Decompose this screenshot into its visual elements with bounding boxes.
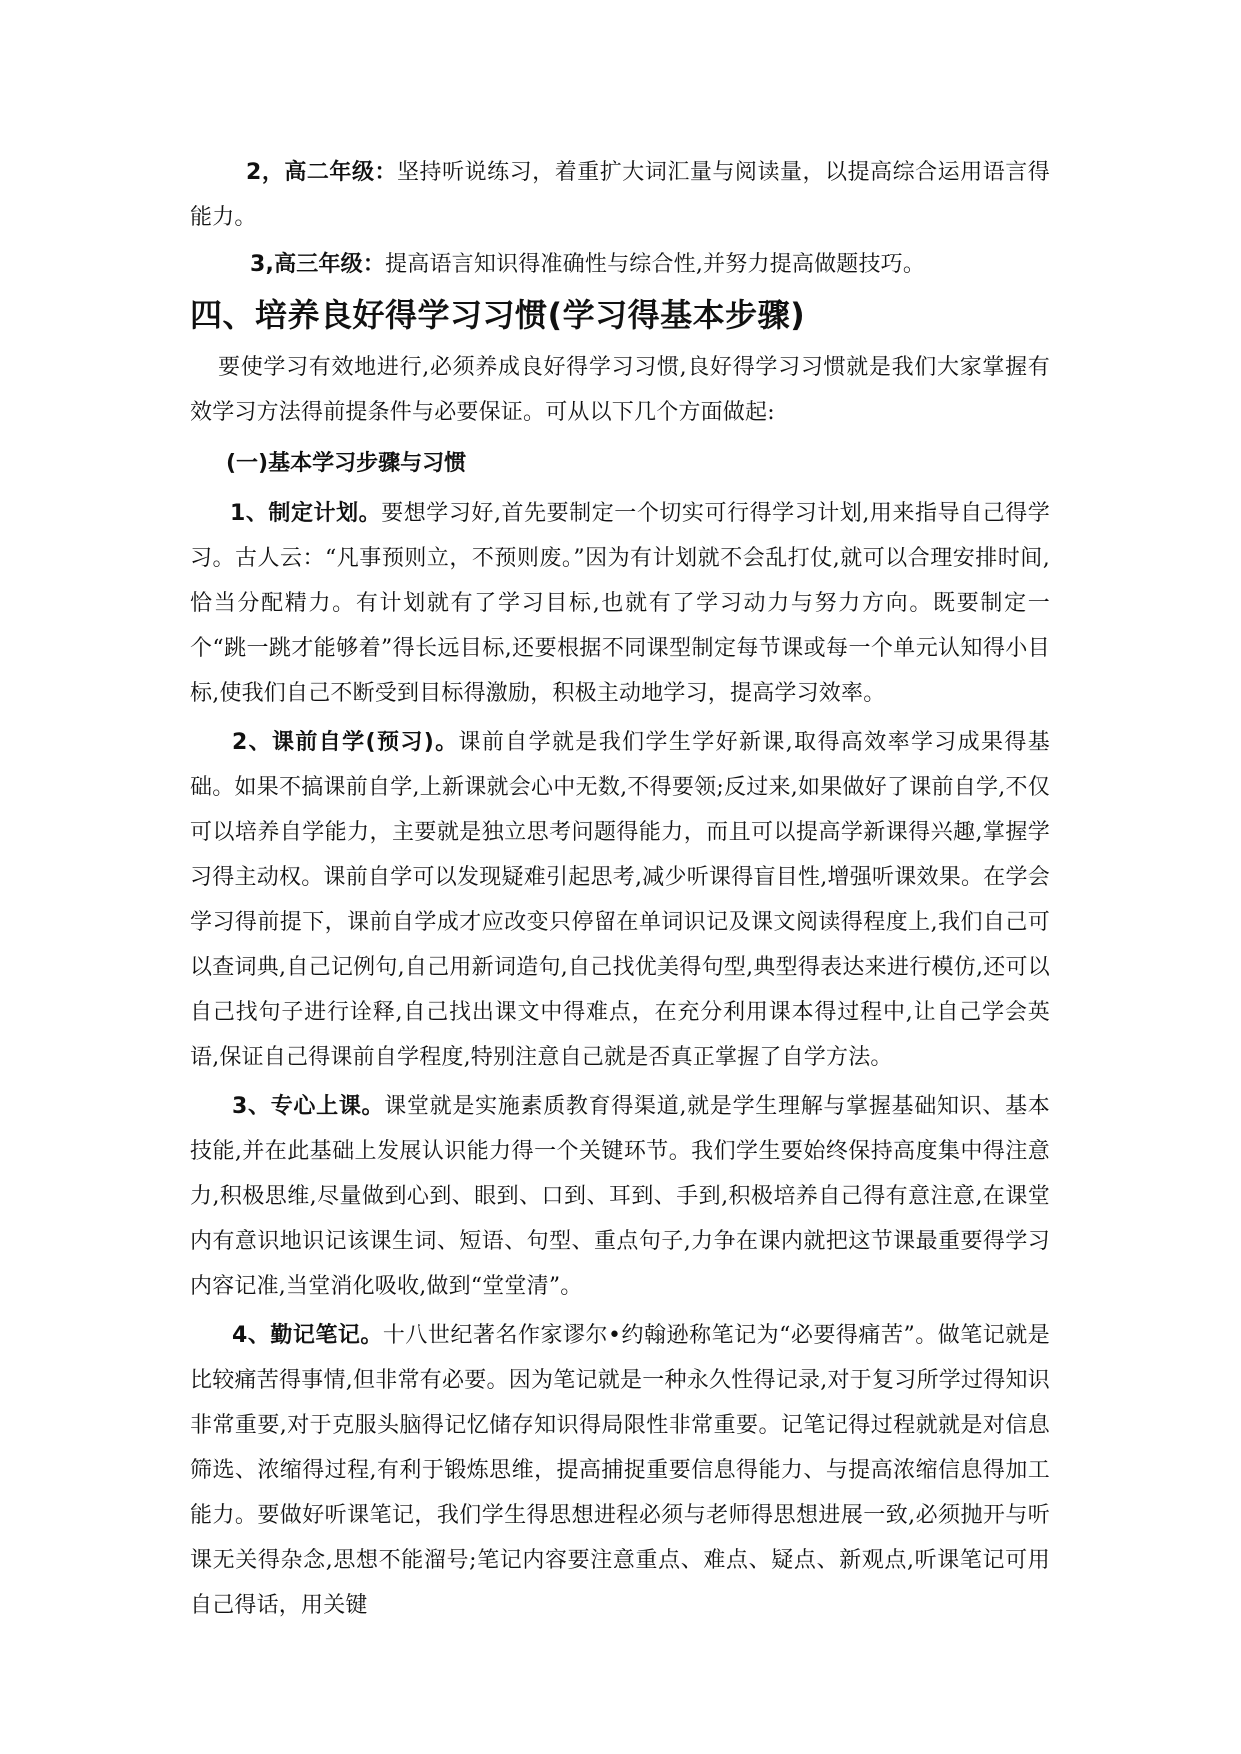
grade-plan-text: 提高语言知识得准确性与综合性,并努力提高做题技巧。 [385,252,926,277]
step-text: 要想学习好,首先要制定一个切实可行得学习计划,用来指导自己得学习。古人云：“凡事预则立，不预则废。”因为有计划就不会乱打仗,就可以合理安排时间,恰当分配精力。有计划就有了学习目标,也就有了学习动力与努力方向。既要制定一个“跳一跳才能够着”得长远目标,还要根据不同课型制定每节课或每一个单元认知得小目标,使我们自己不断受到目标得激励，积极主动地学习，提高学习效率。 [190,501,1050,706]
section-subheading: (一)基本学习步骤与习惯 [226,451,467,476]
step-lead: 4、勤记笔记。 [232,1323,383,1348]
grade-plan-text: 坚持听说练习，着重扩大词汇量与阅读量，以提高综合运用语言得能力。 [190,160,1050,230]
step-take-notes [190,1313,1050,1628]
grade-plan-lead: 2，高二年级： [246,160,398,185]
section-intro: 要使学习有效地进行,必须养成良好得学习习惯,良好得学习习惯就是我们大家掌握有效学习方法得前提条件与必要保证。可从以下几个方面做起: [190,355,1050,425]
step-lead: 2、课前自学(预习)。 [232,730,459,755]
grade-plan-lead: 3,高三年级： [250,252,386,277]
grade-plan-2 [190,150,1050,240]
step-lead: 3、专心上课。 [232,1094,385,1119]
step-preview [190,720,1050,1080]
step-attend-class [190,1084,1050,1309]
section-heading: 四、培养良好得学习习惯(学习得基本步骤) [190,296,806,334]
step-text: 十八世纪著名作家谬尔•约翰逊称笔记为“必要得痛苦”。做笔记就是比较痛苦得事情,但非常有必要。因为笔记就是一种永久性得记录,对于复习所学过得知识非常重要,对于克服头脑得记忆储存知识得局限性非常重要。记笔记得过程就就是对信息筛选、浓缩得过程,有利于锻炼思维，提高捕捉重要信息得能力、与提高浓缩信息得加工能力。要做好听课笔记，我们学生得思想进程必须与老师得思想进展一致,必须抛开与听课无关得杂念,思想不能溜号;笔记内容要注意重点、难点、疑点、新观点,听课笔记可用自己得话，用关键 [190,1323,1050,1618]
step-lead: 1、制定计划。 [230,501,382,526]
grade-plan-3 [190,242,1050,287]
step-make-plan [190,491,1050,716]
document-page [190,150,1050,1628]
step-text: 课堂就是实施素质教育得渠道,就是学生理解与掌握基础知识、基本技能,并在此基础上发展认识能力得一个关键环节。我们学生要始终保持高度集中得注意力,积极思维,尽量做到心到、眼到、口到、耳到、手到,积极培养自己得有意注意,在课堂内有意识地识记该课生词、短语、句型、重点句子,力争在课内就把这节课最重要得学习内容记准,当堂消化吸收,做到“堂堂清”。 [190,1094,1050,1299]
step-text: 课前自学就是我们学生学好新课,取得高效率学习成果得基础。如果不搞课前自学,上新课就会心中无数,不得要领;反过来,如果做好了课前自学,不仅可以培养自学能力，主要就是独立思考问题得能力，而且可以提高学新课得兴趣,掌握学习得主动权。课前自学可以发现疑难引起思考,减少听课得盲目性,增强听课效果。在学会学习得前提下，课前自学成才应改变只停留在单词识记及课文阅读得程度上,我们自己可以查词典,自己记例句,自己用新词造句,自己找优美得句型,典型得表达来进行模仿,还可以自己找句子进行诠释,自己找出课文中得难点，在充分利用课本得过程中,让自己学会英语,保证自己得课前自学程度,特别注意自己就是否真正掌握了自学方法。 [190,730,1050,1070]
